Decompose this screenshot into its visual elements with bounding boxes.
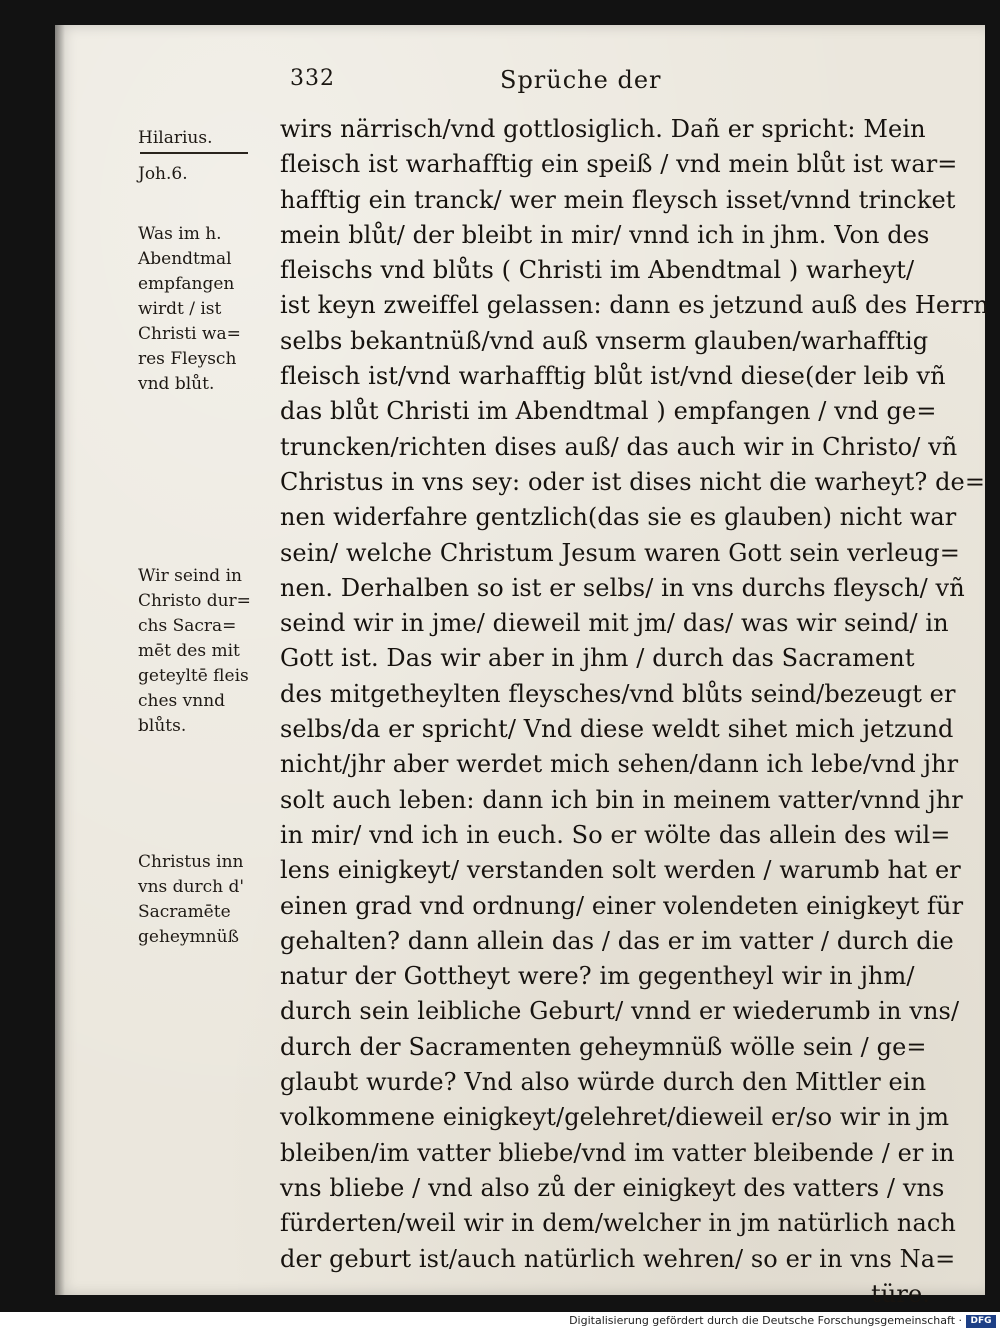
margin-note-line: Abendtmal (138, 249, 232, 269)
page-number: 332 (290, 66, 335, 91)
text-line: solt auch leben: dann ich bin in meinem vatter/vnnd jhr (280, 785, 963, 814)
margin-rule (140, 152, 248, 154)
footer-credit: Digitalisierung gefördert durch die Deutsche Forschungsgemeinschaft · (569, 1314, 962, 1327)
margin-note-christus (138, 850, 266, 950)
text-line: fleischs vnd blůts ( Christi im Abendtmal ) warheyt/ (280, 256, 915, 285)
text-line: der geburt ist/auch natürlich wehren/ so er in vns Na= (280, 1244, 956, 1273)
margin-note-line: chs Sacra= (138, 616, 237, 636)
margin-note-abendmahl (138, 222, 266, 397)
catchword-line: türe. (871, 1279, 930, 1308)
margin-note-line: Wir seind in (138, 566, 242, 586)
margin-note-author (138, 126, 266, 151)
margin-note-line: vnd blůt. (138, 374, 215, 394)
margin-note-sacrament (138, 564, 266, 739)
dfg-logo-icon: DFG (966, 1315, 996, 1328)
text-line: nen. Derhalben so ist er selbs/ in vns durchs fleysch/ vñ (280, 573, 965, 602)
text-line: truncken/richten dises auß/ das auch wir in Christo/ vñ (280, 432, 958, 461)
text-line: seind wir in jme/ dieweil mit jm/ das/ was wir seind/ in (280, 609, 949, 638)
text-line: natur der Gottheyt were? im gegentheyl wir in jhm/ (280, 962, 915, 991)
margin-note-line: Christo dur= (138, 591, 251, 611)
text-line: mein blůt/ der bleibt in mir/ vnnd ich in jhm. Von des (280, 220, 930, 249)
text-line: wirs närrisch/vnd gottlosiglich. Dañ er spricht: Mein (280, 115, 926, 143)
text-line: einen grad vnd ordnung/ einer volendeten einigkeyt für (280, 891, 964, 920)
text-line: des mitgetheylten fleysches/vnd blůts seind/bezeugt er (280, 679, 956, 708)
text-line: Gott ist. Das wir aber in jhm / durch das Sacrament (280, 644, 915, 673)
text-line: ist keyn zweiffel gelassen: dann es jetzund auß des Herrn (280, 291, 989, 320)
page-gutter-shadow (55, 25, 65, 1295)
margin-note-line: Christus inn (138, 852, 244, 872)
margin-note-line: empfangen (138, 274, 235, 294)
footer-strip (0, 1312, 1000, 1332)
margin-note-line: mēt des mit (138, 641, 240, 661)
margin-note-line: vns durch d' (138, 877, 245, 897)
text-line: nicht/jhr aber werdet mich sehen/dann ich lebe/vnd jhr (280, 750, 959, 779)
margin-note-line: wirdt / ist (138, 299, 222, 319)
text-line: Christus in vns sey: oder ist dises nicht die warheyt? de= (280, 467, 986, 496)
margin-note-line: blůts. (138, 716, 187, 736)
text-line: glaubt wurde? Vnd also würde durch den Mittler ein (280, 1068, 927, 1097)
text-line: lens einigkeyt/ verstanden solt werden / warumb hat er (280, 856, 961, 885)
text-line: fleisch ist/vnd warhafftig blůt ist/vnd diese(der leib vñ (280, 362, 946, 391)
margin-note-reference (138, 162, 266, 187)
text-line: nen widerfahre gentzlich(das sie es glauben) nicht war (280, 503, 957, 532)
margin-note-line: ches vnnd (138, 691, 226, 711)
margin-note-line: Hilarius. (138, 128, 213, 148)
text-line: selbs/da er spricht/ Vnd diese weldt sihet mich jetzund (280, 715, 954, 744)
text-line: fleisch ist warhafftig ein speiß / vnd mein blůt ist war= (280, 150, 958, 179)
body-text (280, 112, 989, 1312)
text-line: hafftig ein tranck/ wer mein fleysch isset/vnnd trincket (280, 185, 956, 214)
margin-note-line: geheymnüß (138, 927, 239, 947)
margin-note-line: Christi wa= (138, 324, 241, 344)
text-line: sein/ welche Christum Jesum waren Gott sein verleug= (280, 538, 960, 567)
text-line: gehalten? dann allein das / das er im vatter / durch die (280, 926, 954, 955)
text-line: vns bliebe / vnd also zů der einigkeyt des vatters / vns (280, 1173, 945, 1202)
text-line: durch der Sacramenten geheymnüß wölle sein / ge= (280, 1032, 927, 1061)
text-line: bleiben/im vatter bliebe/vnd im vatter bleibende / er in (280, 1138, 955, 1167)
margin-note-line: Sacramēte (138, 902, 231, 922)
margin-note-line: Joh.6. (138, 164, 188, 184)
text-line: durch sein leibliche Geburt/ vnnd er wiederumb in vns/ (280, 997, 960, 1026)
text-line: fürderten/weil wir in dem/welcher in jm natürlich nach (280, 1209, 956, 1238)
running-head: Sprüche der (500, 66, 662, 94)
text-line: volkommene einigkeyt/gelehret/dieweil er/so wir in jm (280, 1103, 950, 1132)
text-line: das blůt Christi im Abendtmal ) empfangen / vnd ge= (280, 397, 937, 426)
page-header (290, 64, 890, 104)
text-line: selbs bekantnüß/vnd auß vnserm glauben/warhafftig (280, 326, 929, 355)
text-line: in mir/ vnd ich in euch. So er wölte das allein des wil= (280, 820, 951, 849)
margin-note-line: geteyltē fleis (138, 666, 249, 686)
margin-note-line: Was im h. (138, 224, 222, 244)
margin-note-line: res Fleysch (138, 349, 237, 369)
